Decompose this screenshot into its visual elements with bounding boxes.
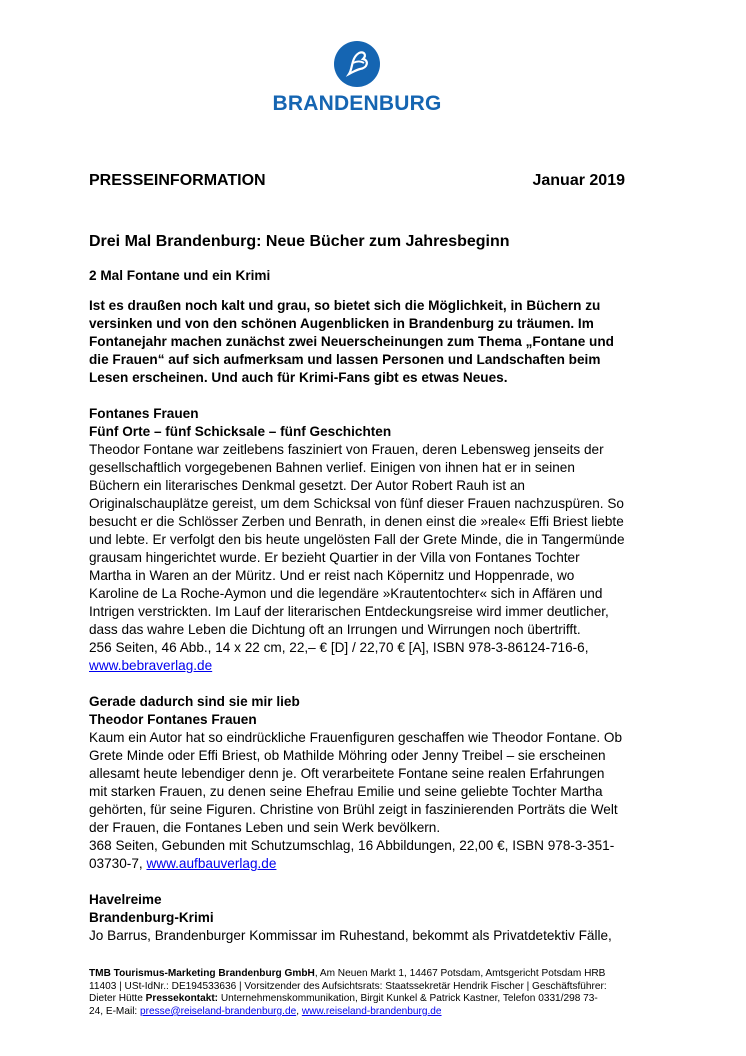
document-type-label: PRESSEINFORMATION <box>89 172 266 189</box>
footer-text: , Am Neuen Markt 1, 14467 Potsdam, Amtsgericht Potsdam HRB 11403 | USt-IdNr.: DE194533636 | Vorsitzender des Aufsichtsrats: Staatssekretär Hendrik Fischer | Geschäftsführer: Dieter Hütte <box>89 968 607 1005</box>
brandenburg-monogram-icon <box>333 40 381 88</box>
brandenburg-logo <box>272 40 442 115</box>
book-section-havelreime <box>89 891 625 945</box>
section-subheading: Brandenburg-Krimi <box>89 910 214 925</box>
footer-company: TMB Tourismus-Marketing Brandenburg GmbH <box>89 968 315 979</box>
header-row <box>89 172 625 190</box>
section-subheading: Theodor Fontanes Frauen <box>89 712 257 727</box>
footer-email-link[interactable]: presse@reiseland-brandenburg.de <box>140 1005 297 1017</box>
page-title: Drei Mal Brandenburg: Neue Bücher zum Jahresbeginn <box>89 233 510 250</box>
page-subtitle: 2 Mal Fontane und ein Krimi <box>89 268 271 283</box>
section-heading: Fontanes Frauen <box>89 406 199 421</box>
press-release <box>89 172 625 945</box>
section-body: Jo Barrus, Brandenburger Kommissar im Ruhestand, bekommt als Privatdetektiv Fälle, <box>89 928 612 943</box>
book-details: 368 Seiten, Gebunden mit Schutzumschlag, 16 Abbildungen, 22,00 €, ISBN 978-3-351-03730-7, <box>89 838 615 871</box>
publisher-link[interactable]: www.aufbauverlag.de <box>146 856 277 871</box>
book-section-gerade-dadurch <box>89 693 625 873</box>
section-heading: Havelreime <box>89 892 162 907</box>
footer-contact-label: Pressekontakt: <box>145 993 219 1005</box>
footer-contact-text: Unternehmenskommunikation, Birgit Kunkel & Patrick Kastner, Telefon 0331/298 73-24, E-Mail: <box>89 993 598 1017</box>
section-body: Kaum ein Autor hat so eindrückliche Frauenfiguren geschaffen wie Theodor Fontane. Ob Grete Minde oder Effi Briest, ob Mathilde Möhring oder Jenny Treibel – sie erscheinen allesamt heute lebendiger denn je. Oft verarbeitete Fontane seine realen Erfahrungen mit starken Frauen, zu denen seine Ehefrau Emilie und seine geliebte Tochter Martha gehörten, für seine Figuren. Christine von Brühl zeigt in faszinierenden Porträts die Welt der Frauen, die Fontanes Leben und sein Werk bevölkern. <box>89 730 623 835</box>
book-section-fontanes-frauen <box>89 405 625 675</box>
publisher-link[interactable]: www.bebraverlag.de <box>89 658 213 673</box>
footer-website-link[interactable]: www.reiseland-brandenburg.de <box>301 1005 442 1017</box>
section-heading: Gerade dadurch sind sie mir lieb <box>89 694 300 709</box>
logo-wordmark: BRANDENBURG <box>272 92 442 115</box>
book-details: 256 Seiten, 46 Abb., 14 x 22 cm, 22,– € [D] / 22,70 € [A], ISBN 978-3-86124-716-6, <box>89 640 589 655</box>
section-body: Theodor Fontane war zeitlebens fasziniert von Frauen, deren Lebensweg jenseits der gesellschaftlich vorgegebenen Bahnen verlief. Einigen von ihnen hat er in seinen Büchern ein literarisches Denkmal gesetzt. Der Autor Robert Rauh ist an Originalschauplätze gereist, um dem Schicksal von fünf dieser Frauen nachzuspüren. So besucht er die Schlösser Zerben und Benrath, in denen einst die »reale« Effi Briest liebte und lebte. Er verfolgt den bis heute ungelösten Fall der Grete Minde, die in Tangermünde grausam hingerichtet wurde. Er bezieht Quartier in der Villa von Fontanes Tochter Martha in Waren an der Müritz. Und er reist nach Köpernitz und Hoppenrade, wo Karoline de La Roche-Aymon und die legendäre »Krautentochter« sich in Affären und Intrigen verstrickten. Im Lauf der literarischen Entdeckungsreise wird immer deutlicher, dass das wahre Leben die Dichtung oft an Irrungen und Wirrungen noch übertrifft. <box>89 442 625 637</box>
document-date: Januar 2019 <box>532 172 625 189</box>
section-subheading: Fünf Orte – fünf Schicksale – fünf Geschichten <box>89 424 392 439</box>
footer <box>89 968 609 1018</box>
footer-separator: , <box>296 1005 302 1017</box>
lead-paragraph: Ist es draußen noch kalt und grau, so bietet sich die Möglichkeit, in Büchern zu versinken und von den schönen Augenblicken in Brandenburg zu träumen. Im Fontanejahr machen zunächst zwei Neuerscheinungen zum Thema „Fontane und die Frauen“ auf sich aufmerksam und lassen Personen und Landschaften beim Lesen erscheinen. Und auch für Krimi-Fans gibt es etwas Neues. <box>89 298 614 385</box>
